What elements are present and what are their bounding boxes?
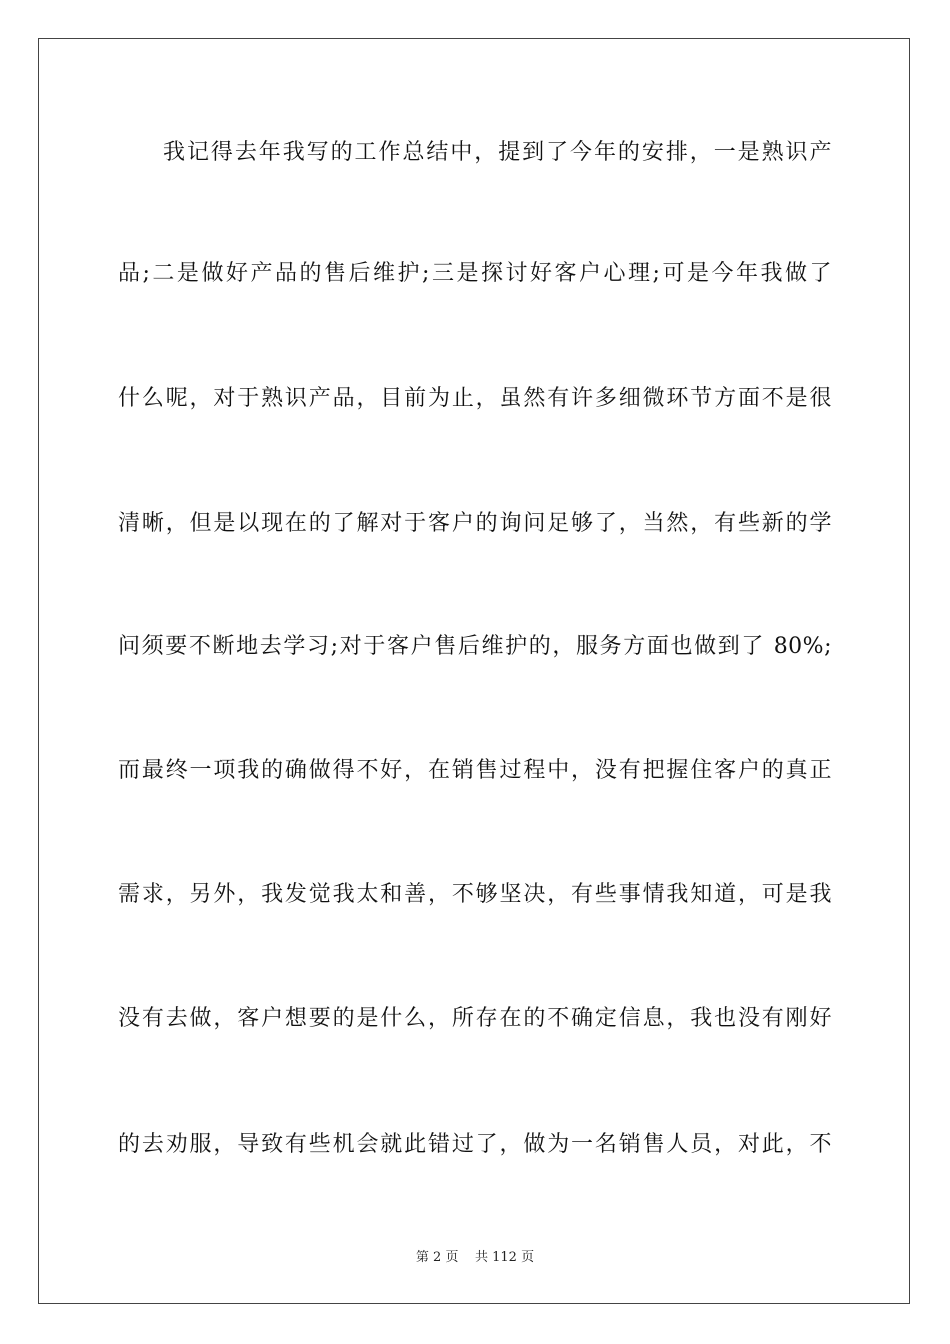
- page-number: 第 2 页: [415, 1250, 459, 1265]
- text-line-3: 什么呢，对于熟识产品，目前为止，虽然有许多细微环节方面不是很: [118, 386, 832, 411]
- text-line-9: 的去劝服，导致有些机会就此错过了，做为一名销售人员，对此，不: [118, 1132, 832, 1157]
- page-frame: [38, 38, 910, 1304]
- text-line-4: 清晰，但是以现在的了解对于客户的询问足够了，当然，有些新的学: [118, 511, 832, 536]
- text-line-1: 我记得去年我写的工作总结中，提到了今年的安排，一是熟识产: [163, 140, 832, 165]
- text-line-2: 品;二是做好产品的售后维护;三是探讨好客户心理;可是今年我做了: [118, 261, 832, 286]
- text-line-8: 没有去做，客户想要的是什么，所存在的不确定信息，我也没有刚好: [118, 1006, 832, 1031]
- page-total: 共 112 页: [475, 1250, 535, 1265]
- text-line-7: 需求，另外，我发觉我太和善，不够坚决，有些事情我知道，可是我: [118, 882, 832, 907]
- text-line-6: 而最终一项我的确做得不好，在销售过程中，没有把握住客户的真正: [118, 758, 832, 783]
- page-footer: [0, 1246, 950, 1265]
- text-line-5: 问须要不断地去学习;对于客户售后维护的，服务方面也做到了 80%;: [118, 634, 832, 659]
